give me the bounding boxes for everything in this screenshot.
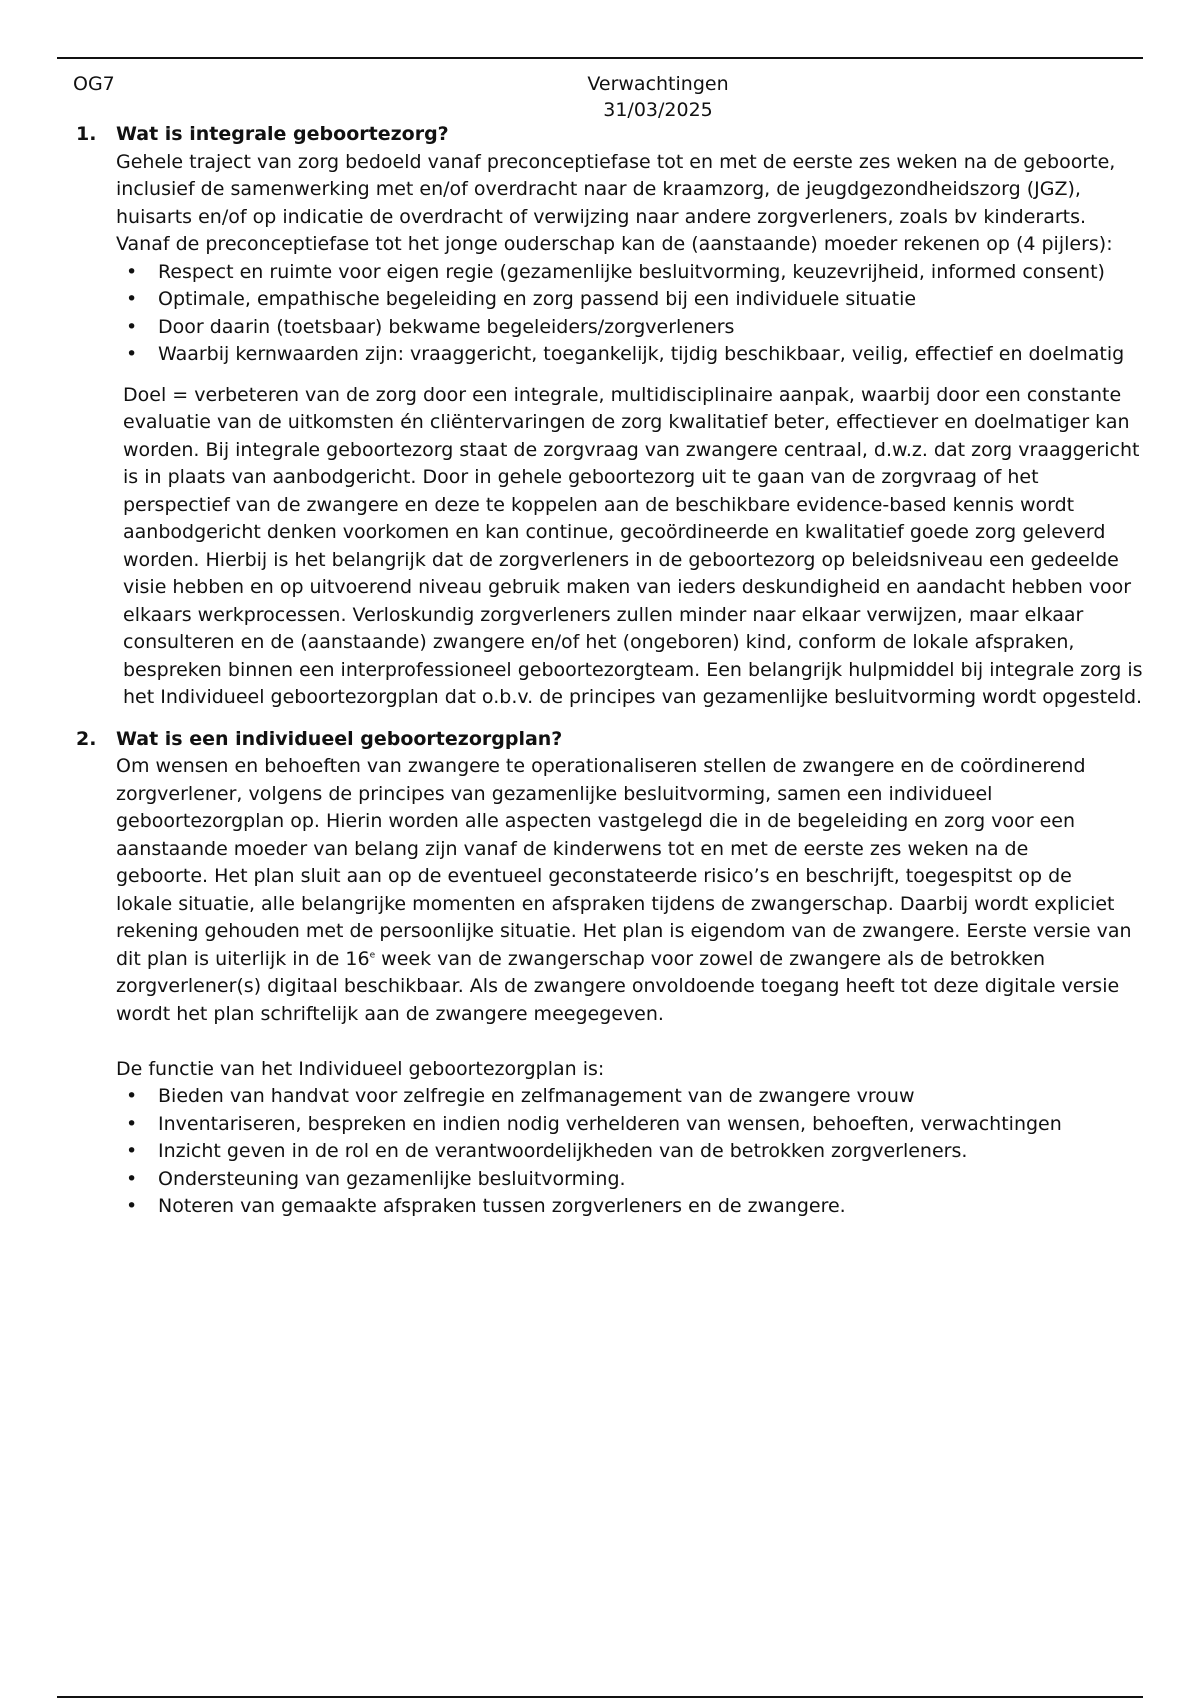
list-item: • Respect en ruimte voor eigen regie (gezamenlijke besluitvorming, keuzevrijheid, informed consent) [158,259,1146,287]
document-body [76,121,1146,1221]
list-item: • Ondersteuning van gezamenlijke besluitvorming. [158,1166,1146,1194]
question-1-intro: Gehele traject van zorg bedoeld vanaf preconceptiefase tot en met de eerste zes weken na de geboorte, inclusief de samenwerking met en/of overdracht naar de kraamzorg, de jeugdgezondheidszorg (JGZ), huisarts en/of op indicatie de overdracht of verwijzing naar andere zorgverleners, zoals bv kinderarts. [116,150,1116,228]
bullet-icon: • [126,1112,138,1135]
question-2-line-3: geboorte. Het plan sluit aan op de eventueel geconstateerde risico’s en beschrijft, toegespitst op de [116,865,1072,887]
course-code: OG7 [73,73,115,95]
function-list [116,1083,1146,1221]
bullet-icon: • [126,1085,138,1107]
list-item: • Door daarin (toetsbaar) bekwame begeleiders/zorgverleners [158,314,1146,342]
page-header [73,70,1143,122]
list-item: • Optimale, empathische begeleiding en zorg passend bij een individuele situatie [158,286,1146,314]
bullet-icon: • [126,1140,138,1162]
list-item: • Inzicht geven in de rol en de verantwoordelijkheden van de betrokken zorgverleners. [158,1138,1146,1166]
bullet-icon: • [126,315,138,338]
list-item: • Inventariseren, bespreken en indien nodig verhelderen van wensen, behoeften, verwachtingen [158,1111,1146,1139]
header-center [543,71,773,123]
document-date: 31/03/2025 [603,99,713,121]
question-2 [76,726,1146,1221]
bullet-icon: • [126,1167,138,1190]
list-item: • Bieden van handvat voor zelfregie en zelfmanagement van de zwangere vrouw [158,1083,1146,1111]
pillars-list [116,259,1146,369]
function-intro: De functie van het Individueel geboortezorgplan is: [116,1057,605,1080]
bullet-icon: • [126,288,138,310]
ordinal-superscript: e [369,950,376,961]
question-2-number: 2. [76,727,97,750]
question-2-line-4: lokale situatie, alle belangrijke momenten en afspraken tijdens de zwangerschap. Daarbij wordt expliciet rekening gehouden met de persoonlijke situatie. Het plan is eigendom van de zwangere. Eerste versie van dit plan is uiterlijk in de 16e week van de zwangerschap voor zowel de zwangere als de betrokken zorgverlener(s) digitaal beschikbaar. Als de zwangere onvoldoende toegang heeft tot deze digitale versie wordt het plan schriftelijk aan de zwangere meegegeven. [116,892,1132,1025]
paragraph-gap [116,1028,1146,1056]
question-2-title: Wat is een individueel geboortezorgplan? [116,727,563,750]
document-title: Verwachtingen [587,73,729,95]
question-2-line-1: Om wensen en behoeften van zwangere te operationaliseren stellen de zwangere en de coördinerend zorgverlener, volgens de principes van gezamenlijke besluitvorming, samen een individueel geboortezorgplan op. Hierin worden alle aspecten vastgelegd die in de begeleiding en zorg voor een [116,755,1086,832]
bullet-icon: • [126,1195,138,1217]
header-rule [57,57,1143,59]
list-item: • Waarbij kernwaarden zijn: vraaggericht, toegankelijk, tijdig beschikbaar, veilig, effectief en doelmatig [158,341,1146,369]
question-1-number: 1. [76,123,97,145]
question-1-intro2: Vanaf de preconceptiefase tot het jonge ouderschap kan de (aanstaande) moeder rekenen op (4 pijlers): [116,233,1113,255]
bullet-icon: • [126,260,138,283]
question-2-line-2: aanstaande moeder van belang zijn vanaf de kinderwens tot en met de eerste zes weken na de [116,837,1029,860]
goal-paragraph: Doel = verbeteren van de zorg door een integrale, multidisciplinaire aanpak, waarbij door een constante evaluatie van de uitkomsten én cliëntervaringen de zorg kwalitatief beter, effectiever en doelmatiger kan worden. Bij integrale geboortezorg staat de zorgvraag van zwangere centraal, d.w.z. dat zorg vraaggericht is in plaats van aanbodgericht. Door in gehele geboortezorg uit te gaan van de zorgvraag of het perspectief van de zwangere en deze te koppelen aan de beschikbare evidence-based kennis wordt aanbodgericht denken voorkomen en kan continue, gecoördineerde en kwalitatief goede zorg geleverd worden. Hierbij is het belangrijk dat de zorgverleners in de geboortezorg op beleidsniveau een gedeelde visie hebben en op uitvoerend niveau gebruik maken van ieders deskundigheid en aandacht hebben voor elkaars werkprocessen. Verloskundig zorgverleners zullen minder naar elkaar verwijzen, maar elkaar consulteren en de (aanstaande) zwangere en/of het (ongeboren) kind, conform de lokale afspraken, bespreken binnen een interprofessioneel geboortezorgteam. Een belangrijk hulpmiddel bij integrale zorg is het Individueel geboortezorgplan dat o.b.v. de principes van gezamenlijke besluitvorming wordt opgesteld. [123,383,1143,708]
question-1-title: Wat is integrale geboortezorg? [116,123,449,145]
list-item: • Noteren van gemaakte afspraken tussen zorgverleners en de zwangere. [158,1193,1146,1221]
question-1 [76,121,1146,712]
bullet-icon: • [126,343,138,365]
footer-rule [57,1696,1143,1698]
